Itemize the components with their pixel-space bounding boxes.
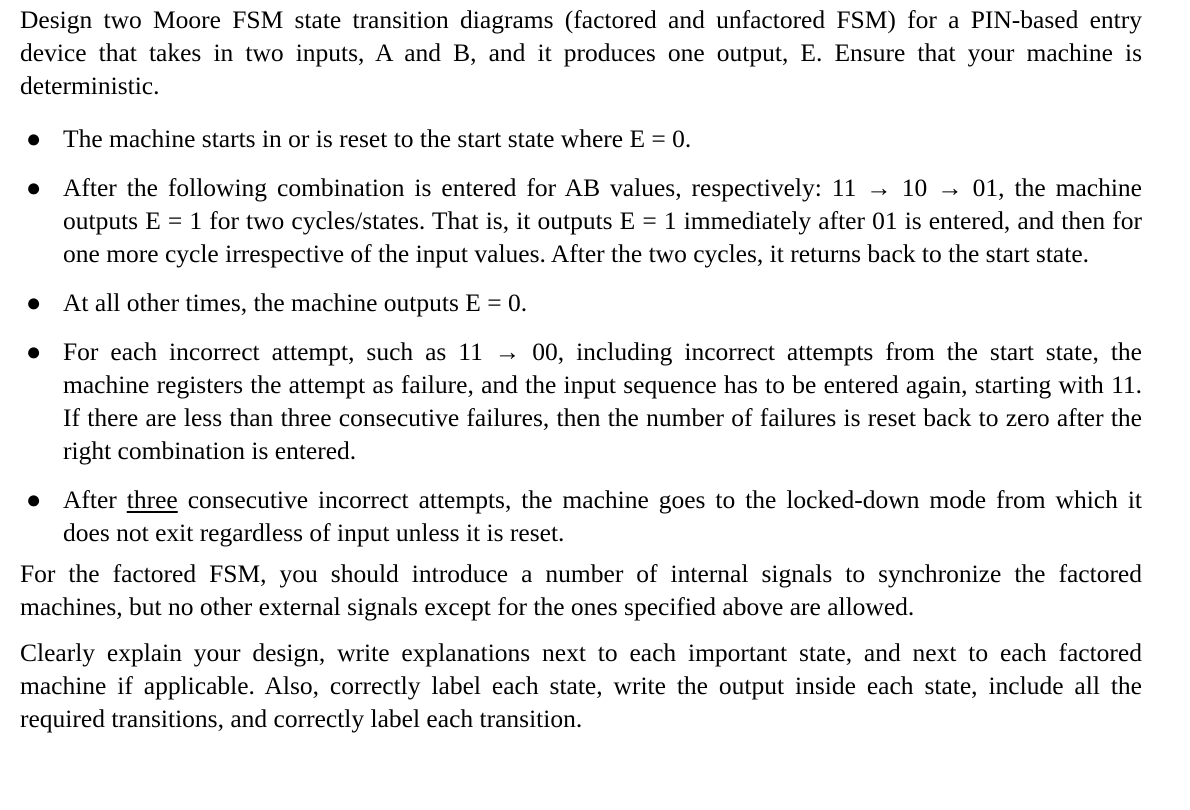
requirement-lockdown <box>20 483 1142 549</box>
instructions-paragraph: Clearly explain your design, write explanations next to each important state, and next to each factored machine if applicable. Also, correctly label each state, write the output inside each state, include all the required transitions, and correctly label each transition. <box>20 638 1142 733</box>
bullet-icon: ● <box>26 173 42 202</box>
requirement-text: The machine starts in or is reset to the start state where E = 0. <box>63 124 692 153</box>
underlined-word: three <box>126 485 178 514</box>
requirement-text-before: After <box>63 485 127 514</box>
bullet-icon: ● <box>26 124 42 153</box>
factored-fsm-paragraph: For the factored FSM, you should introduce a number of internal signals to synchronize the factored machines, but no other external signals except for the ones specified above are allowed. <box>20 559 1142 621</box>
requirement-default-output <box>20 286 1142 319</box>
bullet-icon: ● <box>26 337 42 366</box>
bullet-icon: ● <box>26 485 42 514</box>
bullet-icon: ● <box>26 288 42 317</box>
requirement-text <box>63 485 1142 547</box>
requirement-text-after: consecutive incorrect attempts, the machine goes to the locked-down mode from which it does not exit regardless of input unless it is reset. <box>63 485 1142 547</box>
intro-paragraph: Design two Moore FSM state transition diagrams (factored and unfactored FSM) for a PIN-based entry device that takes in two inputs, A and B, and it produces one output, E. Ensure that your machine is deterministic. <box>20 5 1142 100</box>
requirements-list <box>20 122 1142 549</box>
requirement-text: After the following combination is entered for AB values, respectively: 11 → 10 → 01, the machine outputs E = 1 for two cycles/states. That is, it outputs E = 1 immediately after 01 is entered, and then for one more cycle irrespective of the input values. After the two cycles, it returns back to the start state. <box>63 173 1142 268</box>
requirement-start-state <box>20 122 1142 155</box>
requirement-correct-sequence <box>20 171 1142 270</box>
requirement-text: At all other times, the machine outputs E = 0. <box>63 288 528 317</box>
requirement-incorrect-attempt <box>20 335 1142 467</box>
requirement-text: For each incorrect attempt, such as 11 → 00, including incorrect attempts from the start state, the machine registers the attempt as failure, and the input sequence has to be entered again, starting with 11. If there are less than three consecutive failures, then the number of failures is reset back to zero after the right combination is entered. <box>63 337 1142 465</box>
